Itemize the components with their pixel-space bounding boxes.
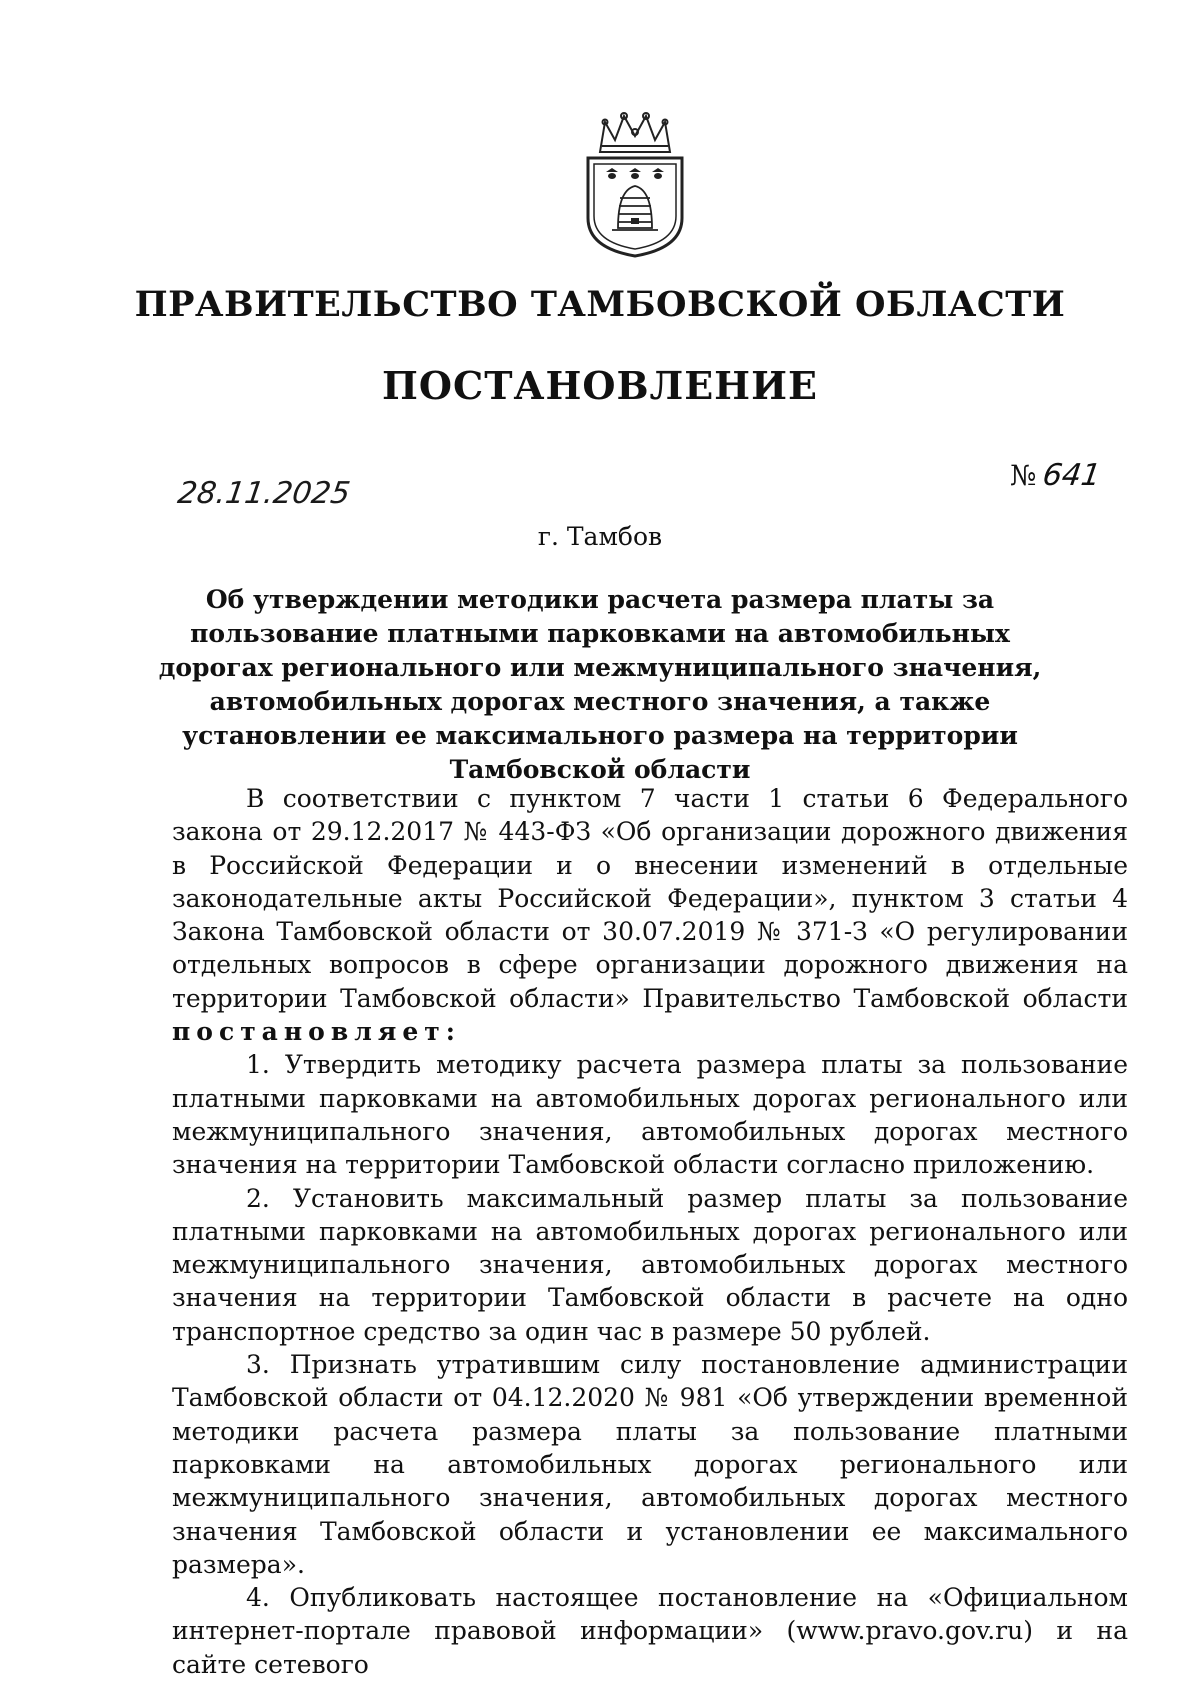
coat-of-arms-icon xyxy=(580,110,690,260)
document-subject: Об утверждении методики расчета размера платы за пользование платными парковками на автомобильных дорогах регионального или межмуниципального значения, автомобильных дорогах местного значения, а также установлении ее максимального размера на территории Тамбовской области xyxy=(158,585,1042,784)
item-paragraph-3: 3. Признать утратившим силу постановление администрации Тамбовской области от 04.12.2020 № 981 «Об утверждении временной методики расчета размера платы за пользование платными парковками на автомобильных дорогах регионального или межмуниципального значения, автомобильных дорогах местного значения Тамбовской области и установлении ее максимального размера». xyxy=(172,1350,1128,1579)
item-paragraph-1: 1. Утвердить методику расчета размера платы за пользование платными парковками на автомобильных дорогах регионального или межмуниципального значения, автомобильных дорогах местного значения на территории Тамбовской области согласно приложению. xyxy=(172,1050,1128,1180)
document-place: г. Тамбов xyxy=(537,522,663,551)
document-type-title: ПОСТАНОВЛЕНИЕ xyxy=(382,363,818,408)
number-value: 641 xyxy=(1040,458,1103,493)
decree-word: постановляет: xyxy=(172,1017,461,1047)
item-paragraph-4: 4. Опубликовать настоящее постановление на «Официальном интернет-портале правовой информации» (www.pravo.gov.ru) и на сайте сетевого xyxy=(172,1583,1128,1679)
document-number xyxy=(1010,458,1103,493)
document-body xyxy=(172,782,1128,1681)
document-date: 28.11.2025 xyxy=(175,476,353,511)
number-sign: № xyxy=(1010,459,1037,492)
preamble-paragraph xyxy=(172,782,1128,1048)
organization-title: ПРАВИТЕЛЬСТВО ТАМБОВСКОЙ ОБЛАСТИ xyxy=(134,284,1066,325)
preamble-text: В соответствии с пунктом 7 части 1 статьи 6 Федерального закона от 29.12.2017 № 443-ФЗ «Об организации дорожного движения в Российской Федерации и о внесении изменений в отдельные законодательные акты Российской Федерации», пунктом 3 статьи 4 Закона Тамбовской области от 30.07.2019 № 371-З «О регулировании отдельных вопросов в сфере организации дорожного движения на территории Тамбовской области» Правительство Тамбовской области xyxy=(172,784,1128,1013)
item-paragraph-2: 2. Установить максимальный размер платы за пользование платными парковками на автомобильных дорогах регионального или межмуниципального значения, автомобильных дорогах местного значения на территории Тамбовской области в расчете на одно транспортное средство за один час в размере 50 рублей. xyxy=(172,1183,1128,1346)
